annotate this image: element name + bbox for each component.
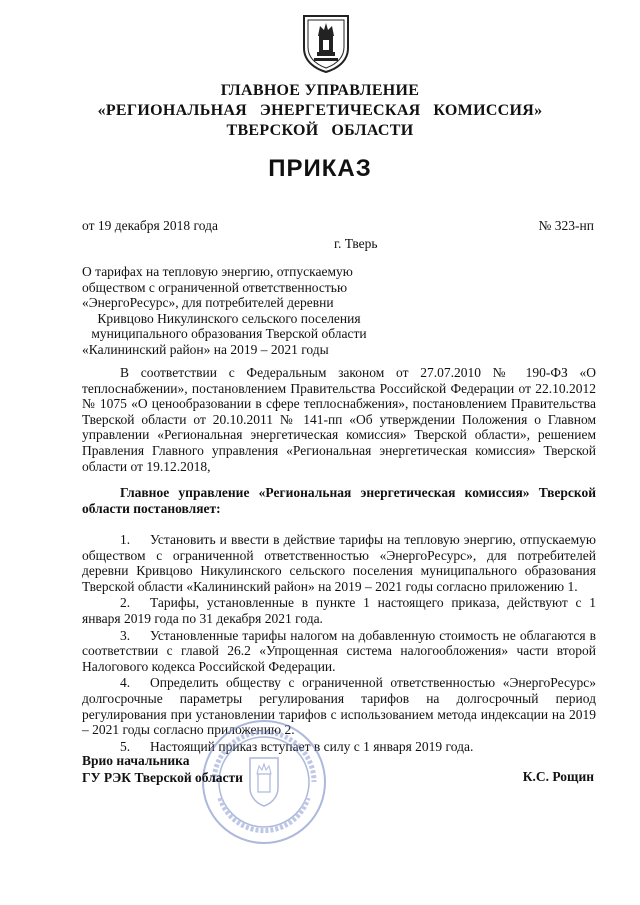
agency-header <box>0 81 640 141</box>
header-line-2: «РЕГИОНАЛЬНАЯ ЭНЕРГЕТИЧЕСКАЯ КОМИССИЯ» <box>97 102 543 119</box>
subject-line: Кривцово Никулинского сельского поселения <box>97 310 361 326</box>
item-text: Определить обществу с ограниченной ответственностью «ЭнергоРесурс» долгосрочные параметры регулирования тарифов на долгосрочный период регулирования при установлении тарифов с использованием метода индексации на 2019 – 2021 годы согласно приложению 2. <box>82 675 596 738</box>
order-items-list <box>82 532 596 755</box>
order-item <box>82 675 596 737</box>
preamble-paragraph: В соответствии с Федеральным законом от 27.07.2010 № 190-ФЗ «О теплоснабжении», постановлением Правительства Российской Федерации от 22.10.2012 № 1075 «О ценообразовании в сфере теплоснабжения», постановлением Правительства Тверской области от 20.10.2011 № 141-пп «Об утверждении Положения о Главном управлении «Региональная энергетическая комиссия» Тверской области», решением Правления Главного управления «Региональная энергетическая комиссия» Тверской области от 19.12.2018, <box>82 365 596 474</box>
order-subject <box>82 264 376 357</box>
subject-line: «Калининский район» на 2019 – 2021 годы <box>82 341 329 357</box>
order-city: г. Тверь <box>334 236 378 251</box>
position-line-2: ГУ РЭК Тверской области <box>82 770 243 785</box>
item-text: Тарифы, установленные в пункте 1 настоящего приказа, действуют с 1 января 2019 года по 31 декабря 2021 года. <box>82 595 596 626</box>
subject-line: «ЭнергоРесурс», для потребителей деревни <box>82 295 334 310</box>
order-item <box>82 532 596 594</box>
coat-of-arms-emblem <box>300 14 352 74</box>
item-number: 3. <box>120 627 131 643</box>
order-item <box>82 595 596 626</box>
item-text: Установить и ввести в действие тарифы на тепловую энергию, отпускаемую обществом с ограниченной ответственностью «ЭнергоРесурс», для потребителей деревни Кривцово Никулинского сельского поселения муниципального образования Тверской области «Калининский район» на 2019 – 2021 годы согласно приложению 1. <box>82 532 596 594</box>
position-line-1: Врио начальника <box>82 753 190 768</box>
header-line-3: ТВЕРСКОЙ ОБЛАСТИ <box>226 122 414 139</box>
signatory-position <box>82 752 243 786</box>
order-date: от 19 декабря 2018 года <box>82 218 218 233</box>
item-text: Настоящий приказ вступает в силу с 1 января 2019 года. <box>150 738 474 754</box>
header-line-1: ГЛАВНОЕ УПРАВЛЕНИЕ <box>220 82 420 99</box>
order-item <box>82 628 596 675</box>
subject-line: обществом с ограниченной ответственностью <box>82 279 348 295</box>
item-number: 2. <box>120 595 131 611</box>
item-number: 4. <box>120 675 131 691</box>
resolution-statement: Главное управление «Региональная энергетическая комиссия» Тверской области постановляет: <box>82 485 596 516</box>
subject-line: О тарифах на тепловую энергию, отпускаемую <box>82 264 353 279</box>
order-number: № 323-нп <box>538 218 594 233</box>
signatory-name: К.С. Рощин <box>522 769 594 784</box>
document-title: ПРИКАЗ <box>268 155 372 182</box>
item-number: 5. <box>120 738 131 754</box>
subject-line: муниципального образования Тверской области <box>91 326 367 341</box>
item-text: Установленные тарифы налогом на добавленную стоимость не облагаются в соответствии с главой 26.2 «Упрощенная система налогообложения» части второй Налогового кодекса Российской Федерации. <box>82 627 596 674</box>
item-number: 1. <box>120 532 131 547</box>
